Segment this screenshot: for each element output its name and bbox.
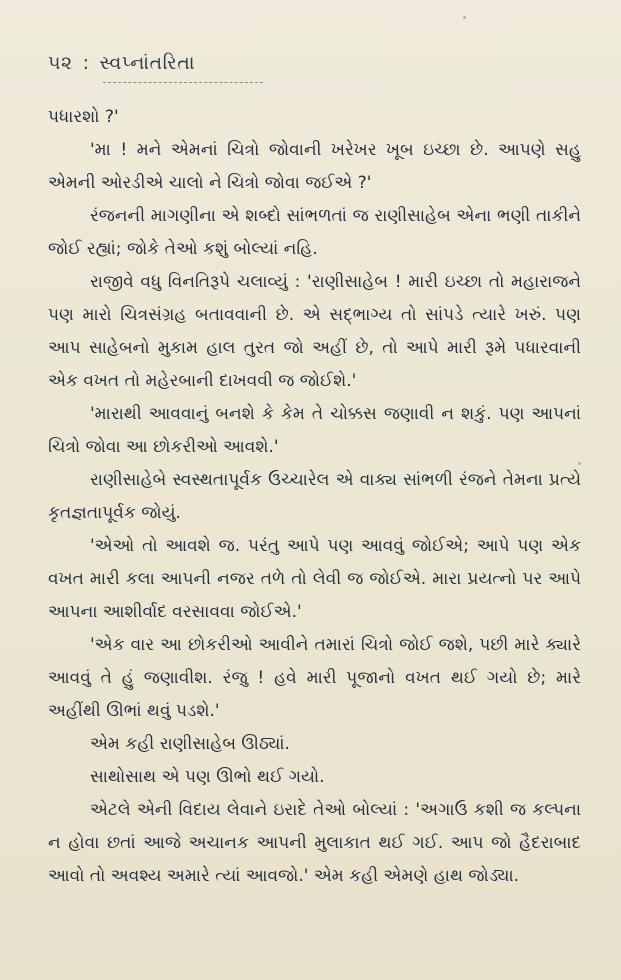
paragraph-1: પધારશો ?' [48,107,119,127]
paragraph-8: 'એક વાર આ છોકરીઓ આવીને તમારાં ચિત્રો જોઈ જશે, પછી મારે ક્યારે આવવું તે હું જણાવીશ. રંજુ ! હવે મારી પૂજાનો વખત થઈ ગયો છે; મારે અહીંથી ઊભાં થવું પડશે.' [48,635,581,721]
header-rule [103,82,263,83]
paragraph-5: 'મારાથી આવવાનું બનશે કે કેમ તે ચોક્કસ જણાવી ન શકું. પણ આપનાં ચિત્રો જોવા આ છોકરીઓ આવશે.' [48,404,581,457]
page-speck [578,462,581,465]
running-title: સ્વપ્નાંતરિતા [99,52,195,74]
paragraph-10: સાથોસાથ એ પણ ઊભો થઈ ગયો. [90,767,325,787]
paragraph-3: રંજનની માગણીના એ શબ્દો સાંભળતાં જ રાણીસાહેબ એના ભણી તાકીને જોઈ રહ્યાં; જોકે તેઓ કશું બોલ્યાં નહિ. [48,206,581,259]
paragraph-7: 'એઓ તો આવશે જ. પરંતુ આપે પણ આવવું જોઈએ; આપે પણ એક વખત મારી કલા આપની નજર તળે તો લેવી જ જોઈએ. મારા પ્રયત્નો પર આપે આપના આશીર્વાદ વરસાવવા જોઈએ.' [48,536,581,622]
paragraph-2: 'મા ! મને એમનાં ચિત્રો જોવાની ખરેખર ખૂબ ઇચ્છા છે. આપણે સહુ એમની ઓરડીએ ચાલો ને ચિત્રો જોવા જઈએ ?' [48,140,581,193]
paragraph-11: એટલે એની વિદાય લેવાને ઇરાદે તેઓ બોલ્યાં : 'અગાઉ કશી જ કલ્પના ન હોવા છતાં આજે અચાનક આપની મુલાકાત થઈ ગઈ. આપ જો હૈદરાબાદ આવો તો અવશ્ય અમારે ત્યાં આવજો.' એમ કહી એમણે હાથ જોડ્યા. [48,800,581,886]
header-separator: : [82,52,90,74]
page-speck [463,16,466,19]
paragraph-4: રાજીવે વધુ વિનતિરૂપે ચલાવ્યું : 'રાણીસાહેબ ! મારી ઇચ્છા તો મહારાજને પણ મારો ચિત્રસંગ્રહ બતાવવાની છે. એ સદ્ભાગ્ય તો સાંપડે ત્યારે ખરું. પણ આપ સાહેબનો મુકામ હાલ તુરત જો અહીં છે, તો આપે મારી રૂમે પધારવાની એક વખત તો મહેરબાની દાખવવી જ જોઈશે.' [48,272,581,391]
paragraph-9: એમ કહી રાણીસાહેબ ઊઠ્યાં. [90,734,290,754]
body-text [48,101,581,893]
running-header [48,52,581,74]
page-number: ૫૨ [48,52,73,74]
paragraph-6: રાણીસાહેબે સ્વસ્થતાપૂર્વક ઉચ્ચારેલ એ વાક્ય સાંભળી રંજને તેમના પ્રત્યે કૃતજ્ઞતાપૂર્વક જોયું. [48,470,581,523]
